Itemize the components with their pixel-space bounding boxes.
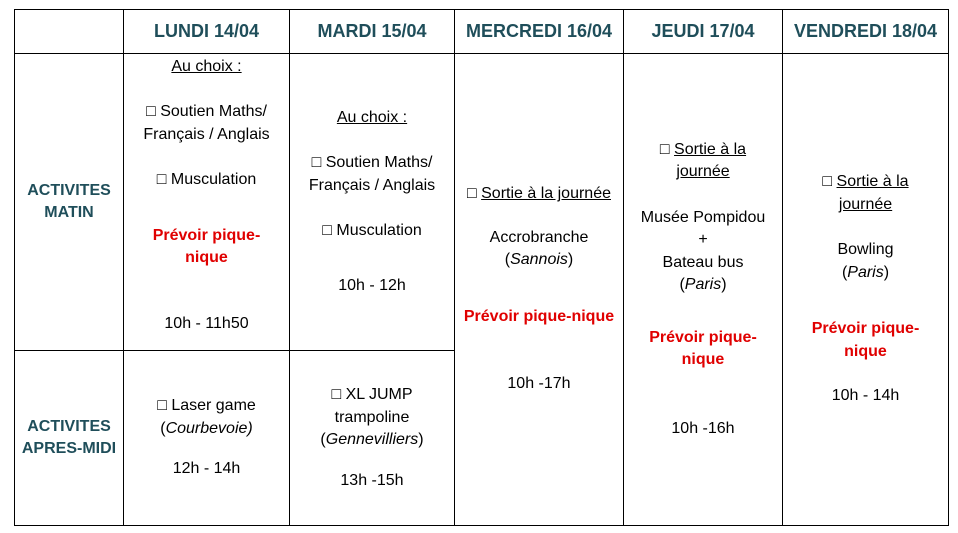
tuesday-afternoon-cell: □ XL JUMP trampoline (Gennevilliers) 13h -15h — [290, 351, 455, 526]
checkbox-icon: □ — [157, 397, 167, 415]
outing-option: □ Sortie à la — [822, 173, 909, 191]
picnic-note: Prévoir pique- — [811, 320, 920, 338]
header-wednesday: MERCREDI 16/04 — [455, 10, 624, 54]
thursday-cell: □ Sortie à la journée Musée Pompidou + Bateau bus (Paris) Prévoir pique- nique 10h -16h — [624, 54, 783, 526]
picnic-note: Prévoir pique-nique — [463, 307, 615, 325]
outing-option: □ Sortie à la — [659, 140, 747, 158]
checkbox-icon: □ — [467, 185, 477, 203]
time-range: 10h -16h — [671, 419, 735, 437]
row-label-morning: ACTIVITES MATIN — [15, 54, 124, 351]
tuesday-morning-cell: Au choix : □ Soutien Maths/ Français / Anglais □ Musculation 10h - 12h — [290, 54, 455, 351]
activity-name: □ Laser game — [157, 397, 256, 415]
time-range: 10h - 14h — [831, 387, 900, 405]
activity-place: (Paris) — [841, 263, 890, 281]
wednesday-cell — [455, 54, 624, 526]
time-range: 10h - 11h50 — [164, 315, 249, 332]
option-musculation: □ Musculation — [322, 222, 422, 239]
picnic-note: Prévoir pique- — [152, 226, 261, 244]
activity-name: Musée Pompidou — [640, 208, 766, 226]
monday-afternoon-cell — [124, 351, 290, 526]
activity-name: □ XL JUMP — [331, 386, 413, 403]
checkbox-icon: □ — [822, 173, 833, 191]
header-friday: VENDREDI 18/04 — [783, 10, 949, 54]
checkbox-icon: □ — [331, 386, 342, 403]
option-support: □ Soutien Maths/ — [311, 154, 433, 171]
header-monday: LUNDI 14/04 — [124, 10, 290, 54]
checkbox-icon: □ — [322, 222, 332, 239]
activity-name: Bowling — [837, 241, 894, 259]
activity-place: (Paris) — [679, 276, 727, 294]
option-musculation: □ Musculation — [156, 170, 257, 188]
activity-name-2: Bateau bus — [662, 253, 744, 271]
activity-name: Accrobranche — [489, 228, 589, 246]
time-range: 13h -15h — [340, 471, 404, 489]
option-support: □ Soutien Maths/ — [146, 103, 267, 120]
checkbox-icon: □ — [146, 103, 156, 120]
picnic-note: Prévoir pique- — [649, 328, 757, 346]
corner-cell — [15, 10, 124, 54]
checkbox-icon: □ — [659, 140, 670, 158]
row-label-afternoon: ACTIVITES APRES-MIDI — [15, 351, 124, 526]
time-range: 10h - 12h — [338, 276, 406, 294]
morning-row — [15, 54, 949, 351]
monday-morning-cell: Au choix : □ Soutien Maths/ Français / Anglais □ Musculation Prévoir pique- nique 10h - 11h50 — [124, 54, 290, 351]
choice-label: Au choix : — [336, 109, 408, 126]
activity-place: (Sannois) — [504, 251, 574, 269]
checkbox-icon: □ — [156, 170, 167, 188]
outing-option: □ Sortie à la journée — [467, 185, 611, 203]
friday-cell: □ Sortie à la journée Bowling (Paris) Prévoir pique- nique 10h - 14h — [783, 54, 949, 526]
activity-schedule-table — [14, 9, 949, 526]
activity-place: (Gennevilliers) — [320, 431, 424, 448]
time-range: 12h - 14h — [172, 460, 241, 478]
activity-place: (Courbevoie) — [160, 419, 253, 437]
header-thursday: JEUDI 17/04 — [624, 10, 783, 54]
header-row — [15, 10, 949, 54]
header-tuesday: MARDI 15/04 — [290, 10, 455, 54]
checkbox-icon: □ — [311, 154, 322, 171]
choice-label: Au choix : — [171, 58, 242, 75]
time-range: 10h -17h — [507, 375, 571, 393]
